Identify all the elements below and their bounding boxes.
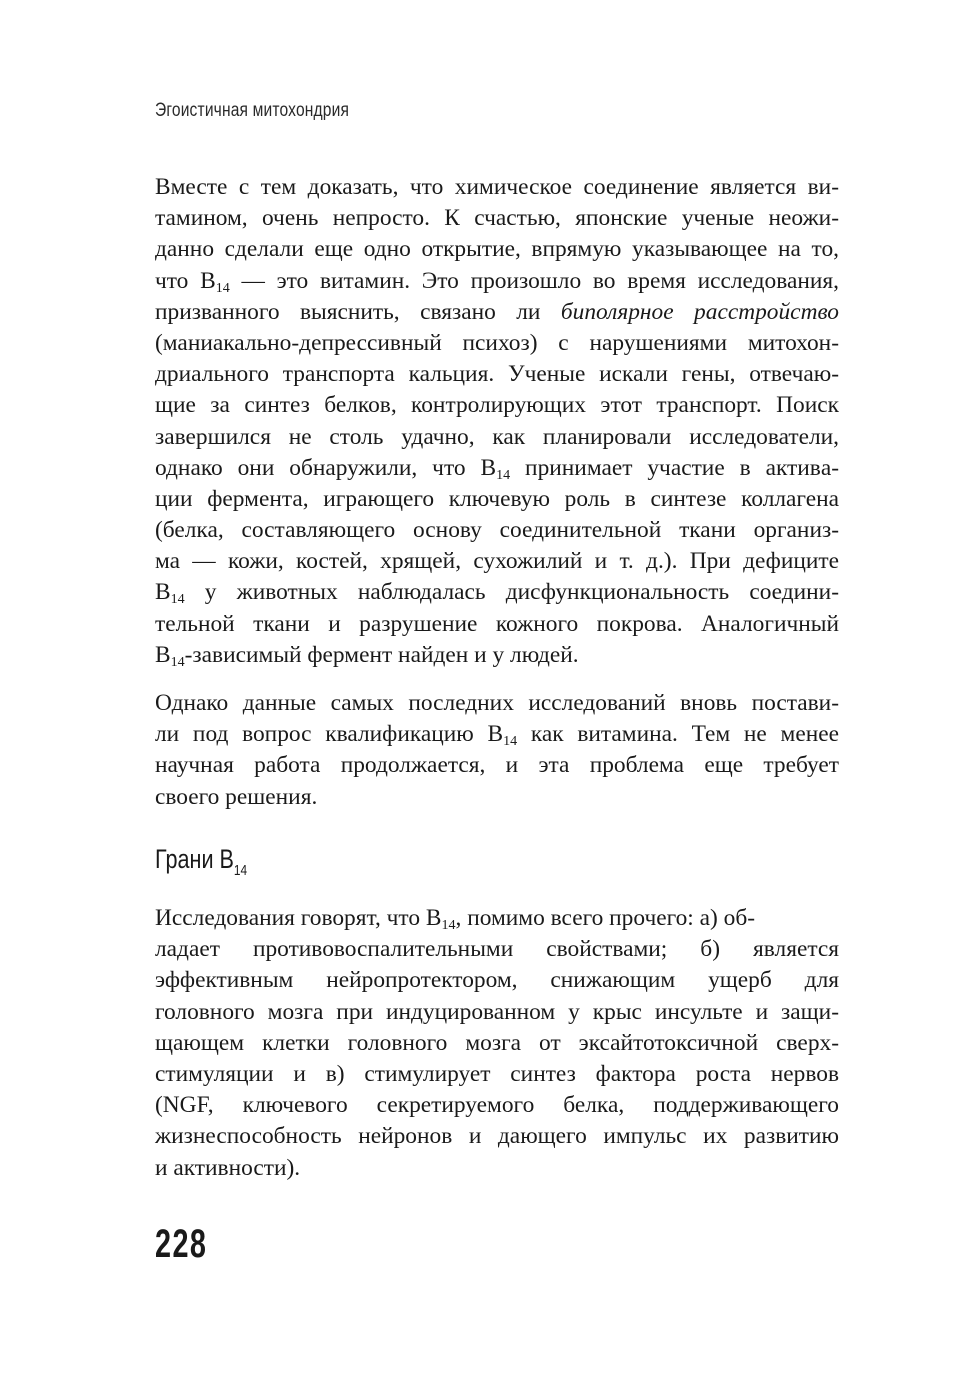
paragraph-3 xyxy=(155,903,839,1184)
paragraph-line: стимуляции и в) стимулирует синтез фактора роста нервов xyxy=(155,1060,839,1087)
paragraph-line: эффективным нейропротектором, снижающим ущерб для xyxy=(155,967,839,994)
paragraph-line: $B_{14}$ у животных наблюдалась дисфункциональность соедини- xyxy=(155,579,839,608)
paragraph-line: что $B_{14}$ — это витамин. Это произошло во время исследования, xyxy=(155,267,839,296)
paragraph-line: ма — кожи, костей, хрящей, сухожилий и т. д.). При дефиците xyxy=(155,548,839,575)
paragraph-line: ли под вопрос квалификацию $B_{14}$ как витамина. Тем не менее xyxy=(155,721,839,750)
paragraph-line: Однако данные самых последних исследований вновь постави- xyxy=(155,690,839,716)
paragraph-line: щающем клетки головного мозга от эксайтотоксичной сверх- xyxy=(155,1029,839,1056)
paragraph-line: жизнеспособность нейронов и дающего импульс их развитию xyxy=(155,1123,839,1150)
paragraph-line: Вместе с тем доказать, что химическое соединение является ви- xyxy=(155,174,839,200)
paragraph-line: данно сделали еще одно открытие, впрямую указывающее на то, xyxy=(155,236,839,263)
paragraph-line: и активности). xyxy=(155,1154,301,1181)
paragraph-line: (белка, составляющего основу соединительной ткани организ- xyxy=(155,517,839,544)
paragraph-line: тамином, очень непросто. К счастью, японские ученые неожи- xyxy=(155,205,839,232)
italic-term: биполярное расстройство xyxy=(560,298,839,325)
section-title: Грани $B_{14}$ xyxy=(155,844,248,879)
page-number: 228 xyxy=(155,1222,208,1266)
paragraph-line: призванного выяснить, связано ли биполярное расстройство xyxy=(155,298,839,325)
paragraph-line: головного мозга при индуцированном у крыс инсульте и защи- xyxy=(155,998,839,1025)
paragraph-line: тельной ткани и разрушение кожного покрова. Аналогичный xyxy=(155,610,839,637)
paragraph-line: ции фермента, играющего ключевую роль в синтезе коллагена xyxy=(155,485,839,512)
paragraph-line: (маниакально-депрессивный психоз) с нарушениями митохон- xyxy=(155,329,839,356)
paragraph-line: $B_{14}$-зависимый фермент найден и у людей. xyxy=(155,641,579,670)
paragraph-line: ладает противовоспалительными свойствами; б) является xyxy=(155,936,839,963)
paragraph-1 xyxy=(155,172,839,671)
paragraph-line: (NGF, ключевого секретируемого белка, поддерживающего xyxy=(155,1092,839,1119)
running-header: Эгоистичная митохондрия xyxy=(155,100,350,121)
paragraph-2 xyxy=(155,688,839,813)
paragraph-line: Исследования говорят, что $B_{14}$, помимо всего прочего: а) об- xyxy=(155,905,756,933)
paragraph-line: однако они обнаружили, что $B_{14}$ принимает участие в активa- xyxy=(155,454,839,483)
paragraph-line: научная работа продолжается, и эта проблема еще требует xyxy=(155,752,839,779)
paragraph-line: своего решения. xyxy=(155,783,318,810)
paragraph-line: дриального транспорта кальция. Ученые искали гены, отвечаю- xyxy=(155,361,839,388)
paragraph-line: завершился не столь удачно, как планировали исследователи, xyxy=(155,423,839,450)
paragraph-line: щие за синтез белков, контролирующих этот транспорт. Поиск xyxy=(155,392,839,419)
